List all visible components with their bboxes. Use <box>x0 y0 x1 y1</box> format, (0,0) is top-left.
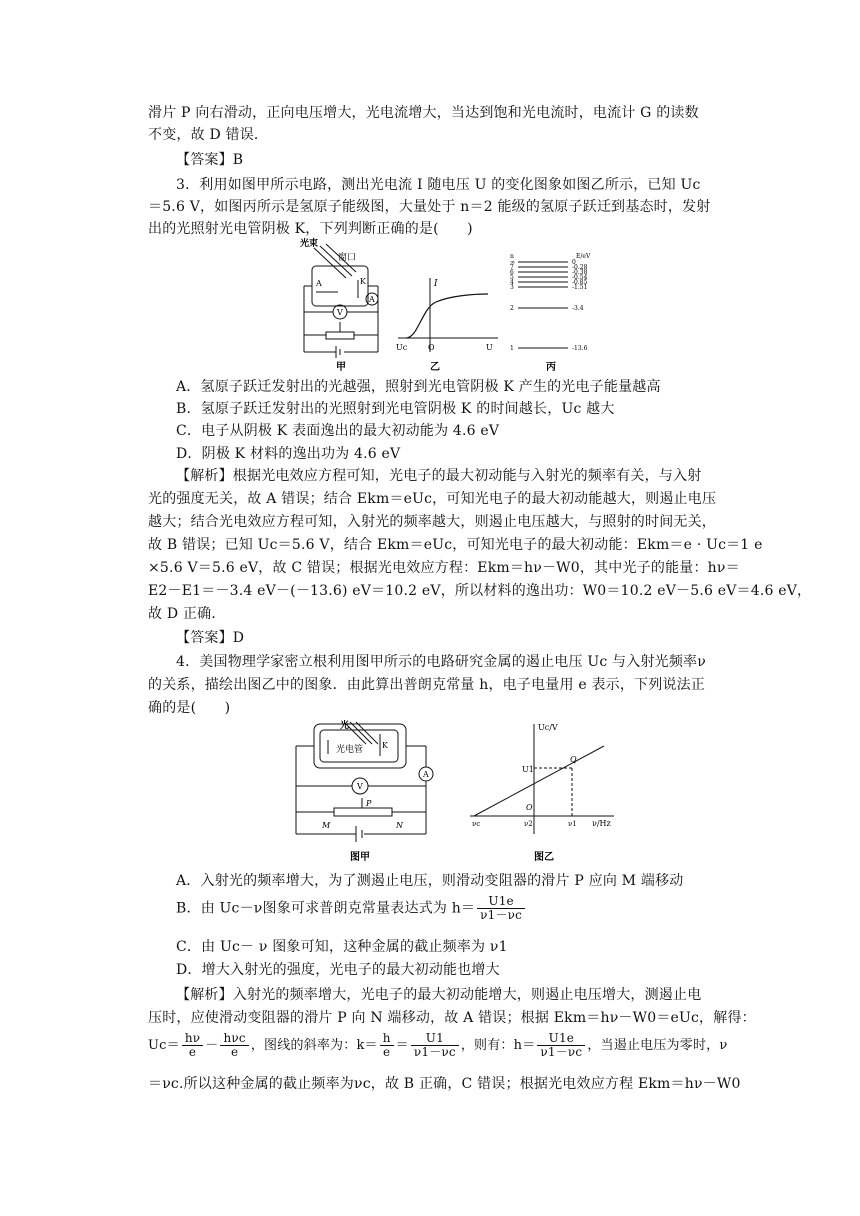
u-axis-label: U <box>486 343 493 352</box>
cathode-label: K <box>382 741 388 750</box>
question-3-line: 3．利用如图甲所示电路，测出光电流 I 随电压 U 的变化图象如图乙所示，已知 Uc <box>176 177 701 193</box>
fraction <box>477 895 525 922</box>
ammeter-label: A <box>369 295 375 304</box>
analysis-formula-line <box>148 1032 736 1059</box>
fraction <box>182 1032 203 1059</box>
fraction <box>537 1032 585 1059</box>
question-3-line: ＝5.6 V，如图丙所示是氢原子能级图，大量处于 n＝2 能级的氢原子跃迁到基态时，发射 <box>148 199 711 215</box>
energy-header: E/eV <box>576 253 591 260</box>
option-c: C．电子从阴极 K 表面逸出的最大初动能为 4.6 eV <box>176 423 500 439</box>
figure-4-jia-circuit <box>292 716 442 864</box>
option-d: D．增大入射光的强度，光电子的最大初动能也增大 <box>176 962 500 978</box>
figure-caption: 乙 <box>430 362 440 372</box>
answer-line: 【答案】D <box>176 630 245 646</box>
option-b-text: B．由 Uc－ν图象可求普朗克常量表达式为 h＝ <box>176 900 476 917</box>
level-energy-label: -3.4 <box>572 305 584 312</box>
option-a: A．氢原子跃迁发射出的光越强，照射到光电管阴极 K 产生的光电子能量越高 <box>176 379 661 395</box>
fraction-denominator: e <box>383 1045 391 1059</box>
level-n-label: 5 <box>510 274 514 281</box>
level-n-label: 6 <box>510 269 514 276</box>
formula-text: ＝ <box>395 1038 409 1053</box>
analysis-line: 光的强度无关，故 A 错误；结合 Ekm＝eUc，可知光电子的最大初动能越大，则遏止电压 <box>148 491 717 507</box>
question-4-line: 的关系，描绘出图乙中的图象．由此算出普朗克常量 h，电子电量用 e 表示，下列说法正 <box>148 677 706 693</box>
question-3-line: 出的光照射光电管阴极 K，下列判断正确的是( ) <box>148 221 473 237</box>
i-axis-label: I <box>434 279 438 289</box>
formula-text: ，图线的斜率为：k＝ <box>250 1038 378 1053</box>
option-a: A．入射光的频率增大，为了测遏止电压，则滑动变阻器的滑片 P 应向 M 端移动 <box>176 873 684 889</box>
answer-line: 【答案】B <box>176 152 244 168</box>
figure-caption: 图甲 <box>350 852 370 863</box>
text-line: 滑片 P 向右滑动，正向电压增大，光电流增大，当达到饱和光电流时，电流计 G 的读数 <box>148 105 699 121</box>
option-b: B．氢原子跃迁发射出的光照射到光电管阴极 K 的时间越长，Uc 越大 <box>176 401 615 417</box>
fraction-numerator: U1e <box>477 895 525 909</box>
n-header: n <box>510 253 514 260</box>
fraction-denominator: e <box>231 1045 239 1059</box>
beam-label: 光束 <box>300 239 319 249</box>
level-energy-label: -0.85 <box>572 279 588 286</box>
formula-text: － <box>205 1038 219 1053</box>
end-n-label: N <box>396 821 403 830</box>
figure-3-yi-graph <box>392 268 502 372</box>
fraction-denominator: ν1－νc <box>413 1045 456 1059</box>
question-4-line: 4．美国物理学家密立根利用图甲所示的电路研究金属的遏止电压 Uc 与入射光频率ν <box>176 654 706 670</box>
text-line: 不变，故 D 错误． <box>148 127 269 143</box>
level-n-label: 3 <box>510 284 514 291</box>
fraction-numerator: hνc <box>220 1032 248 1046</box>
level-n-label: 4 <box>510 279 514 286</box>
fraction-denominator: ν1－νc <box>480 908 523 922</box>
figure-3-bing-energy-levels <box>506 250 606 372</box>
formula-text: Uc＝ <box>148 1038 180 1053</box>
nu2-label: ν2 <box>524 820 533 828</box>
analysis-line: 【解析】根据光电效应方程可知，光电子的最大初动能与入射光的频率有关，与入射 <box>176 468 702 484</box>
fraction <box>411 1032 459 1059</box>
level-n-label: ∞ <box>510 259 515 266</box>
figure-caption: 丙 <box>546 362 556 372</box>
analysis-line: 压时，应使滑动变阻器的滑片 P 向 N 端移动，故 A 错误；根据 Ekm＝hν－W0＝eUc，解得： <box>148 1010 756 1026</box>
level-energy-label: -13.6 <box>572 345 588 352</box>
y-axis-label: Uc/V <box>538 723 558 732</box>
x-axis-label: ν/Hz <box>592 819 611 828</box>
analysis-line: ＝νc.所以这种金属的截止频率为νc，故 B 正确，C 错误；根据光电效应方程 Ekm＝hν－W0 <box>148 1076 741 1092</box>
level-energy-label: 0 <box>572 259 576 266</box>
tube-label: 光电管 <box>336 745 364 755</box>
window-label: 窗口 <box>338 253 357 263</box>
analysis-line: 故 B 错误；已知 Uc＝5.6 V，结合 Ekm＝eUc，可知光电子的最大初动能：Ekm＝e · Uc＝1 e <box>148 537 763 553</box>
nu1-label: ν1 <box>568 820 577 828</box>
analysis-line: 故 D 正确． <box>148 606 226 622</box>
level-energy-label: -0.38 <box>572 269 588 276</box>
slider-label: P <box>366 799 372 808</box>
level-n-label: 7 <box>510 264 514 271</box>
light-label: 光 <box>340 721 350 731</box>
option-c: C．由 Uc－ ν 图象可知，这种金属的截止频率为 ν1 <box>176 939 508 955</box>
analysis-line: E2－E1＝－3.4 eV－(－13.6) eV＝10.2 eV，所以材料的逸出功：W0＝10.2 eV－5.6 eV＝4.6 eV， <box>148 583 812 599</box>
fraction <box>380 1032 394 1059</box>
question-4-line: 确的是( ) <box>148 700 231 716</box>
level-energy-label: -1.51 <box>572 284 588 291</box>
ammeter-label: A <box>423 770 429 779</box>
formula-text: ，当遏止电压为零时，ν <box>587 1038 728 1053</box>
figure-caption: 图乙 <box>534 852 554 863</box>
anode-label: A <box>316 279 322 288</box>
option-d: D．阴极 K 材料的逸出功为 4.6 eV <box>176 446 401 462</box>
fraction-denominator: ν1－νc <box>540 1045 583 1059</box>
level-n-label: 2 <box>510 305 514 312</box>
figure-3-jia-circuit <box>294 236 390 372</box>
end-m-label: M <box>322 821 331 830</box>
figure-4-yi-graph <box>464 716 634 864</box>
level-energy-label: -0.28 <box>572 264 588 271</box>
fraction-numerator: hν <box>182 1032 203 1046</box>
fraction-numerator: h <box>380 1032 394 1046</box>
analysis-line: 越大；结合光电效应方程可知，入射光的频率越大，则遏止电压越大，与照射的时间无关， <box>148 514 716 530</box>
analysis-line: ×5.6 V＝5.6 eV，故 C 错误；根据光电效应方程：Ekm＝hν－W0，其中光子的能量：hν＝ <box>148 560 740 576</box>
uc-label: Uc <box>396 343 408 352</box>
q-label: Q <box>570 755 577 764</box>
origin-label: O <box>428 343 435 352</box>
analysis-line: 【解析】入射光的频率增大，光电子的最大初动能增大，则遏止电压增大，测遏止电 <box>176 987 702 1003</box>
level-energy-label: -0.54 <box>572 274 588 281</box>
figure-caption: 甲 <box>336 362 346 372</box>
voltmeter-label: V <box>357 782 363 791</box>
cathode-label: K <box>360 277 366 286</box>
origin-label: O <box>526 803 533 812</box>
fraction-numerator: U1 <box>411 1032 459 1046</box>
fraction <box>220 1032 248 1059</box>
fraction-denominator: e <box>188 1045 197 1059</box>
voltmeter-label: V <box>337 308 343 317</box>
nuc-label: νc <box>472 820 481 828</box>
u1-label: U1 <box>522 765 534 774</box>
level-n-label: 1 <box>510 345 514 352</box>
formula-text: ，则有：h＝ <box>460 1038 536 1053</box>
option-b <box>176 895 764 922</box>
fraction-numerator: U1e <box>537 1032 585 1046</box>
